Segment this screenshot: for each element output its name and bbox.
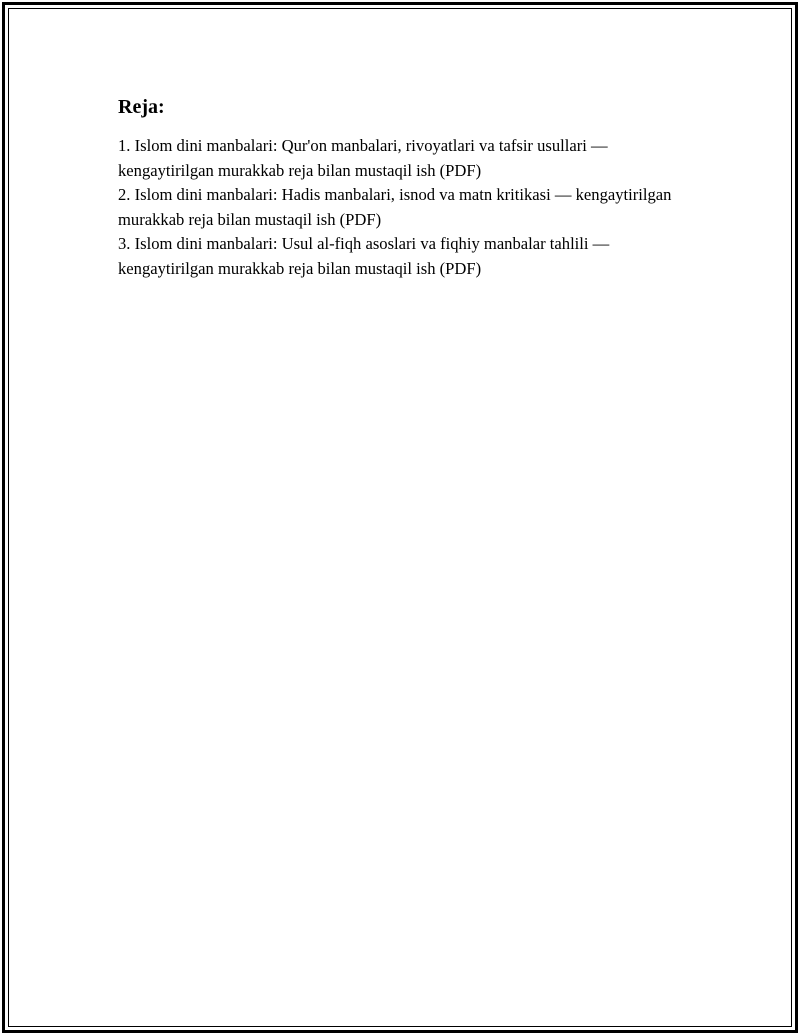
plan-item-2: 2. Islom dini manbalari: Hadis manbalari, isnod va matn kritikasi — kengaytirilgan murakkab reja bilan mustaqil ish (PDF) [118, 185, 672, 229]
plan-heading: Reja: [118, 96, 165, 118]
document-content [118, 94, 688, 281]
plan-item-3: 3. Islom dini manbalari: Usul al-fiqh asoslari va fiqhiy manbalar tahlili — kengaytirilgan murakkab reja bilan mustaqil ish (PDF) [118, 234, 610, 278]
plan-item-1: 1. Islom dini manbalari: Qur'on manbalari, rivoyatlari va tafsir usullari — kengaytirilgan murakkab reja bilan mustaqil ish (PDF) [118, 136, 608, 180]
plan-list [118, 134, 688, 281]
